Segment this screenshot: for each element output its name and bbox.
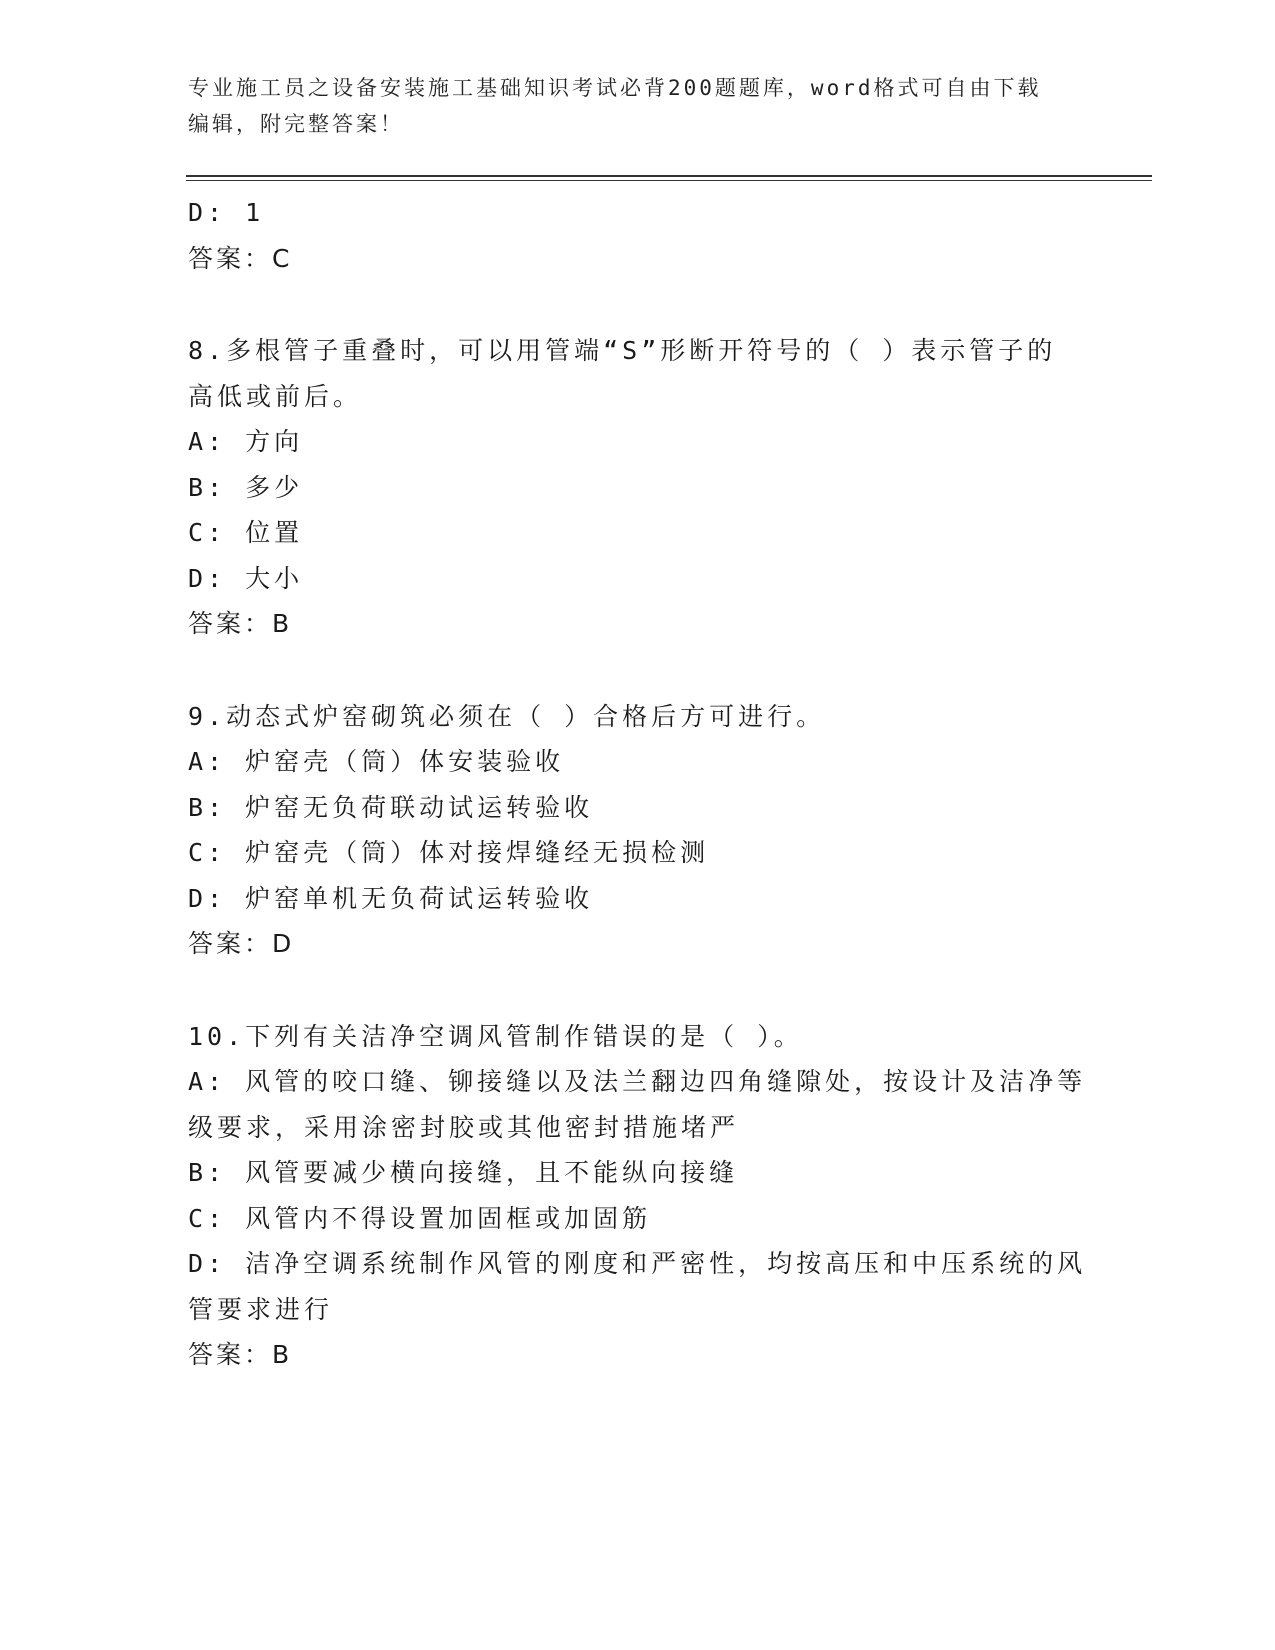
page-header: [188, 70, 1068, 142]
option-a: A: 方向: [188, 427, 304, 456]
header-line-2: 编辑，附完整答案！: [188, 112, 404, 136]
option-c: C: 位置: [188, 518, 304, 547]
question-8: [188, 328, 1088, 647]
document-body: [188, 190, 1088, 1378]
previous-question-tail: [188, 190, 1088, 281]
option-c: C: 风管内不得设置加固框或加固筋: [188, 1203, 652, 1233]
option-a: A: 炉窑壳（筒）体安装验收: [188, 747, 565, 776]
header-line-1: 专业施工员之设备安装施工基础知识考试必背200题题库，word格式可自由下载: [188, 76, 1042, 100]
question-9: [188, 694, 1088, 967]
spacer: [188, 281, 1088, 328]
option-b: B: 风管要减少横向接缝，且不能纵向接缝: [188, 1158, 739, 1187]
spacer: [188, 647, 1088, 694]
question-stem: 8.多根管子重叠时，可以用管端“S”形断开符号的（ ）表示管子的: [188, 336, 1057, 365]
option-d: D: 1: [188, 198, 265, 227]
answer-line: 答案：C: [188, 243, 293, 273]
question-stem-continued: 高低或前后。: [188, 381, 363, 411]
answer-line: 答案：B: [188, 1340, 293, 1369]
option-d: D: 炉窑单机无负荷试运转验收: [188, 883, 594, 913]
header-divider: [186, 175, 1152, 181]
answer-line: 答案：D: [188, 929, 295, 958]
option-a-continued: 级要求，采用涂密封胶或其他密封措施堵严: [188, 1112, 740, 1142]
question-stem: 9.动态式炉窑砌筑必须在（ ）合格后方可进行。: [188, 701, 826, 731]
option-d-continued: 管要求进行: [188, 1294, 334, 1324]
option-d: D: 洁净空调系统制作风管的刚度和严密性，均按高压和中压系统的风: [188, 1249, 1087, 1278]
option-c: C: 炉窑壳（筒）体对接焊缝经无损检测: [188, 838, 710, 867]
question-stem: 10.下列有关洁净空调风管制作错误的是（ ）。: [188, 1021, 803, 1051]
option-b: B: 多少: [188, 472, 304, 502]
option-b: B: 炉窑无负荷联动试运转验收: [188, 792, 594, 822]
answer-line: 答案：B: [188, 609, 293, 638]
option-d: D: 大小: [188, 563, 304, 593]
question-10: [188, 1014, 1088, 1378]
option-a: A: 风管的咬口缝、铆接缝以及法兰翻边四角缝隙处，按设计及洁净等: [188, 1067, 1087, 1096]
spacer: [188, 967, 1088, 1014]
